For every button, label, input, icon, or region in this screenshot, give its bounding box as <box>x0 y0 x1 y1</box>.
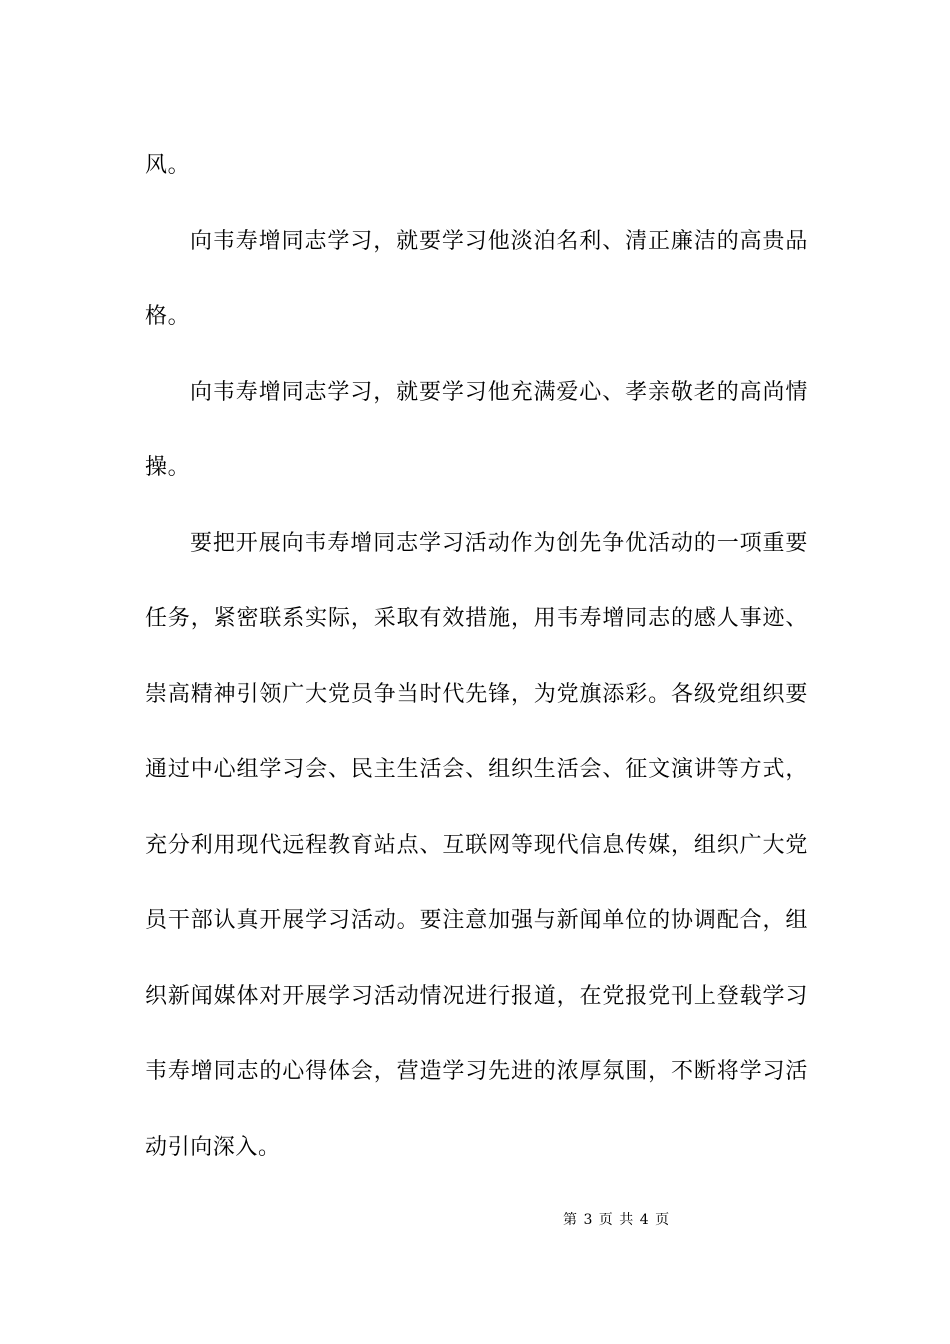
paragraph-continuation: 风。 <box>145 153 191 178</box>
paragraph-filial-piety: 向韦寿增同志学习，就要学习他充满爱心、孝亲敬老的高尚情操。 <box>145 379 808 480</box>
document-body <box>145 128 808 1185</box>
paragraph-integrity: 向韦寿增同志学习，就要学习他淡泊名利、清正廉洁的高贵品格。 <box>145 228 808 329</box>
paragraph-learning-activity: 要把开展向韦寿增同志学习活动作为创先争优活动的一项重要任务，紧密联系实际，采取有效措施，用韦寿增同志的感人事迹、崇高精神引领广大党员争当时代先锋，为党旗添彩。各级党组织要通过中心组学习会、民主生活会、组织生活会、征文演讲等方式，充分利用现代远程教育站点、互联网等现代信息传媒，组织广大党员干部认真开展学习活动。要注意加强与新闻单位的协调配合，组织新闻媒体对开展学习活动情况进行报道，在党报党刊上登载学习韦寿增同志的心得体会，营造学习先进的浓厚氛围，不断将学习活动引向深入。 <box>145 530 808 1160</box>
page-number-footer: 第 3 页 共 4 页 <box>563 1212 671 1228</box>
